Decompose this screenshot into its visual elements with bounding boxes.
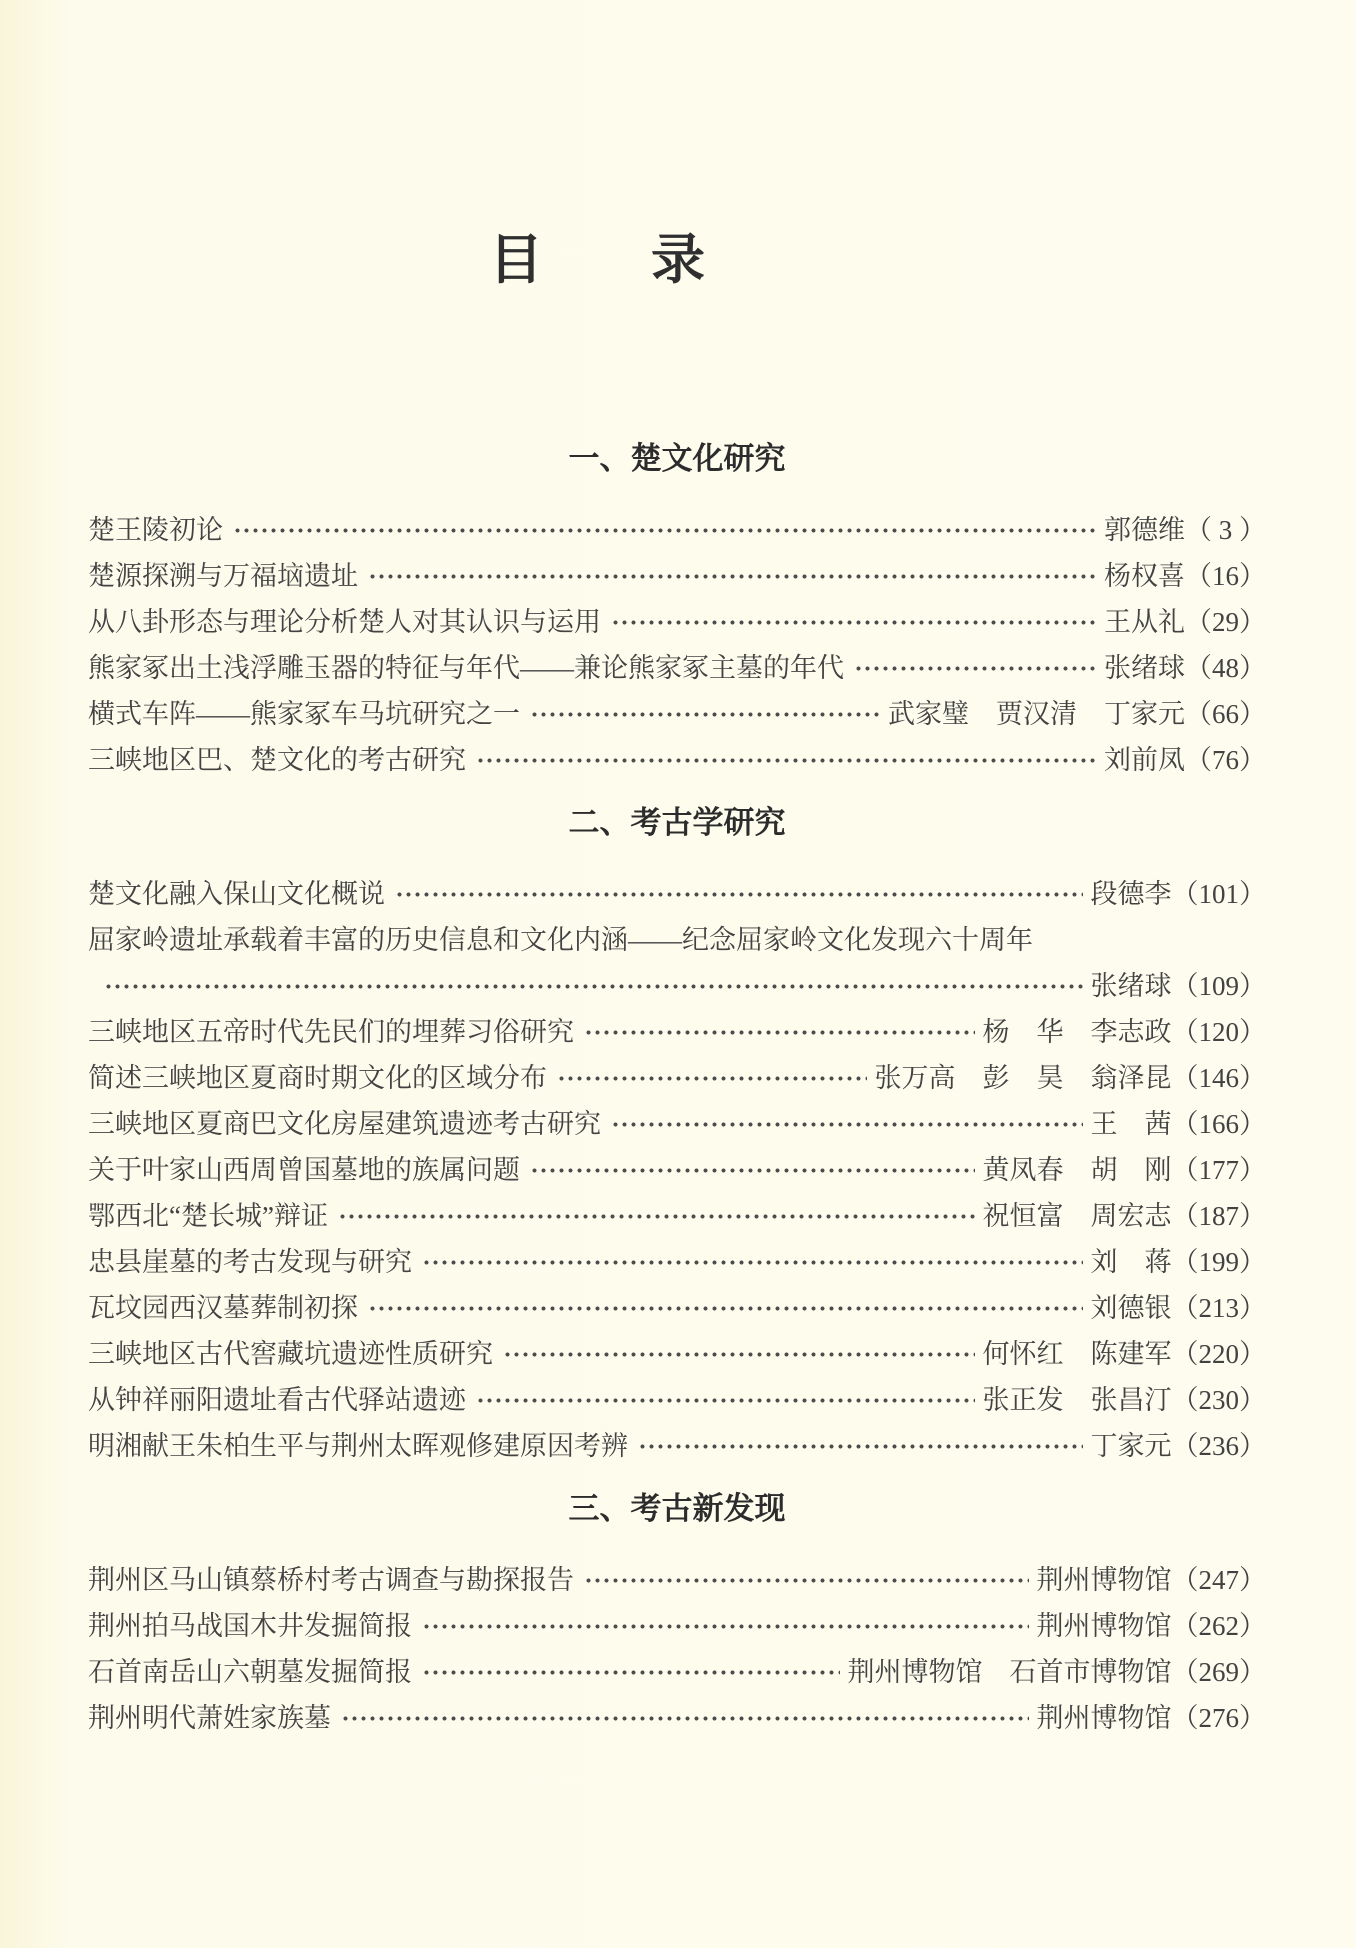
entry-title: 从钟祥丽阳遗址看古代驿站遗迹 (88, 1385, 466, 1416)
toc-entry (88, 963, 1266, 1009)
entry-page-number: （109） (1171, 971, 1266, 1002)
toc-entry (88, 645, 1266, 691)
entry-authors: 张万高 彭 昊 翁泽昆 (874, 1063, 1172, 1094)
dot-leader (530, 1157, 975, 1184)
toc-entry (88, 1285, 1266, 1331)
entry-page-number: （66） (1185, 699, 1266, 730)
entry-title: 屈家岭遗址承载着丰富的历史信息和文化内涵——纪念屈家岭文化发现六十周年 (88, 925, 1033, 956)
entry-page-number: （230） (1171, 1385, 1266, 1416)
toc-entry (88, 691, 1266, 737)
dot-leader (422, 1659, 840, 1686)
entry-authors: 丁家元 (1090, 1431, 1172, 1462)
dot-leader (638, 1433, 1083, 1460)
entry-authors: 张正发 张昌汀 (982, 1385, 1172, 1416)
entry-page-number: （48） (1185, 653, 1266, 684)
toc-entry (88, 1101, 1266, 1147)
toc-entry (88, 1649, 1266, 1695)
entry-title: 荆州明代萧姓家族墓 (88, 1703, 331, 1734)
entry-page-number: （166） (1171, 1109, 1266, 1140)
dot-leader (233, 517, 1096, 544)
toc-entry (88, 917, 1266, 963)
toc-entry (88, 1331, 1266, 1377)
entry-title: 熊家冢出土浅浮雕玉器的特征与年代——兼论熊家冢主墓的年代 (88, 653, 844, 684)
toc-entry (88, 599, 1266, 645)
dot-leader (368, 1295, 1083, 1322)
toc-entry (88, 737, 1266, 783)
entry-page-number: （177） (1171, 1155, 1266, 1186)
toc-sections (88, 437, 1266, 1741)
entry-page-number: （276） (1171, 1703, 1266, 1734)
entry-page-number: （220） (1171, 1339, 1266, 1370)
entry-authors: 刘德银 (1090, 1293, 1172, 1324)
entry-page-number: （187） (1171, 1201, 1266, 1232)
toc-entry (88, 507, 1266, 553)
entry-authors: 杨 华 李志政 (982, 1017, 1172, 1048)
entry-title: 明湘献王朱柏生平与荆州太晖观修建原因考辨 (88, 1431, 628, 1462)
entry-authors: 王 茜 (1090, 1109, 1172, 1140)
entry-title: 简述三峡地区夏商时期文化的区域分布 (88, 1063, 547, 1094)
entry-authors: 张绪球 (1104, 653, 1185, 684)
dot-leader (476, 1387, 975, 1414)
dot-leader (341, 1705, 1029, 1732)
toc-entry (88, 1055, 1266, 1101)
dot-leader (368, 563, 1096, 590)
dot-leader (611, 609, 1096, 636)
dot-leader (530, 701, 880, 728)
entry-authors: 刘 蒋 (1090, 1247, 1172, 1278)
entry-title: 荆州拍马战国木井发掘简报 (88, 1611, 412, 1642)
toc-entry (88, 1239, 1266, 1285)
toc-entry (88, 1557, 1266, 1603)
entry-title: 从八卦形态与理论分析楚人对其认识与运用 (88, 607, 601, 638)
toc-entry (88, 1147, 1266, 1193)
dot-leader (584, 1019, 975, 1046)
entry-title: 楚王陵初论 (88, 515, 223, 546)
entry-page-number: （16） (1185, 561, 1266, 592)
entry-authors: 张绪球 (1090, 971, 1172, 1002)
dot-leader (476, 747, 1096, 774)
entry-title: 忠县崖墓的考古发现与研究 (88, 1247, 412, 1278)
toc-entry (88, 1377, 1266, 1423)
section-entries (88, 1557, 1266, 1741)
entry-page-number: （199） (1171, 1247, 1266, 1278)
entry-title: 横式车阵——熊家冢车马坑研究之一 (88, 699, 520, 730)
dot-leader (557, 1065, 867, 1092)
toc-entry (88, 1009, 1266, 1055)
entry-title: 三峡地区夏商巴文化房屋建筑遗迹考古研究 (88, 1109, 601, 1140)
section-heading: 二、考古学研究 (568, 805, 786, 841)
entry-authors: 荆州博物馆 (1036, 1565, 1172, 1596)
toc-section (88, 801, 1266, 1469)
entry-authors: 荆州博物馆 (1036, 1611, 1172, 1642)
dot-leader (338, 1203, 975, 1230)
entry-authors: 武家璧 贾汉清 丁家元 (888, 699, 1185, 730)
entry-page-number: （29） (1185, 607, 1266, 638)
entry-title: 三峡地区古代窖藏坑遗迹性质研究 (88, 1339, 493, 1370)
entry-page-number: （120） (1171, 1017, 1266, 1048)
toc-entry (88, 553, 1266, 599)
entry-title: 楚文化融入保山文化概说 (88, 879, 385, 910)
entry-authors: 王从礼 (1104, 607, 1185, 638)
entry-authors: 何怀红 陈建军 (982, 1339, 1172, 1370)
entry-page-number: （236） (1171, 1431, 1266, 1462)
entry-authors: 刘前凤 (1104, 745, 1185, 776)
entry-authors: 祝恒富 周宏志 (982, 1201, 1172, 1232)
dot-leader (854, 655, 1096, 682)
section-entries (88, 871, 1266, 1469)
toc-section (88, 1487, 1266, 1741)
section-heading: 三、考古新发现 (568, 1491, 786, 1527)
entry-page-number: （101） (1171, 879, 1266, 910)
entry-page-number: （247） (1171, 1565, 1266, 1596)
dot-leader (422, 1613, 1029, 1640)
toc-entry (88, 1603, 1266, 1649)
dot-leader (611, 1111, 1083, 1138)
entry-page-number: （269） (1171, 1657, 1266, 1688)
entry-title: 三峡地区巴、楚文化的考古研究 (88, 745, 466, 776)
toc-entry (88, 1193, 1266, 1239)
dot-leader (104, 973, 1083, 1000)
toc-entry (88, 1695, 1266, 1741)
entry-page-number: （76） (1185, 745, 1266, 776)
entry-title: 楚源探溯与万福垴遗址 (88, 561, 358, 592)
entry-title: 石首南岳山六朝墓发掘简报 (88, 1657, 412, 1688)
entry-title: 关于叶家山西周曾国墓地的族属问题 (88, 1155, 520, 1186)
dot-leader (422, 1249, 1083, 1276)
entry-title: 三峡地区五帝时代先民们的埋葬习俗研究 (88, 1017, 574, 1048)
dot-leader (503, 1341, 975, 1368)
toc-entry (88, 871, 1266, 917)
toc-entry (88, 1423, 1266, 1469)
section-heading: 一、楚文化研究 (568, 441, 786, 477)
entry-authors: 郭德维 (1104, 515, 1185, 546)
entry-page-number: （262） (1171, 1611, 1266, 1642)
entry-authors: 黄凤春 胡 刚 (982, 1155, 1172, 1186)
entry-page-number: （146） (1171, 1063, 1266, 1094)
entry-authors: 荆州博物馆 石首市博物馆 (847, 1657, 1172, 1688)
entry-title: 鄂西北“楚长城”辩证 (88, 1201, 328, 1232)
dot-leader (584, 1567, 1029, 1594)
entry-authors: 荆州博物馆 (1036, 1703, 1172, 1734)
entry-authors: 段德李 (1090, 879, 1172, 910)
entry-page-number: （213） (1171, 1293, 1266, 1324)
toc-section (88, 437, 1266, 783)
dot-leader (395, 881, 1083, 908)
entry-page-number: （ 3 ） (1185, 515, 1266, 546)
page-title: 目 录 (489, 230, 705, 290)
entry-title: 瓦坟园西汉墓葬制初探 (88, 1293, 358, 1324)
entry-title: 荆州区马山镇蔡桥村考古调查与勘探报告 (88, 1565, 574, 1596)
section-entries (88, 507, 1266, 783)
entry-authors: 杨权喜 (1104, 561, 1185, 592)
